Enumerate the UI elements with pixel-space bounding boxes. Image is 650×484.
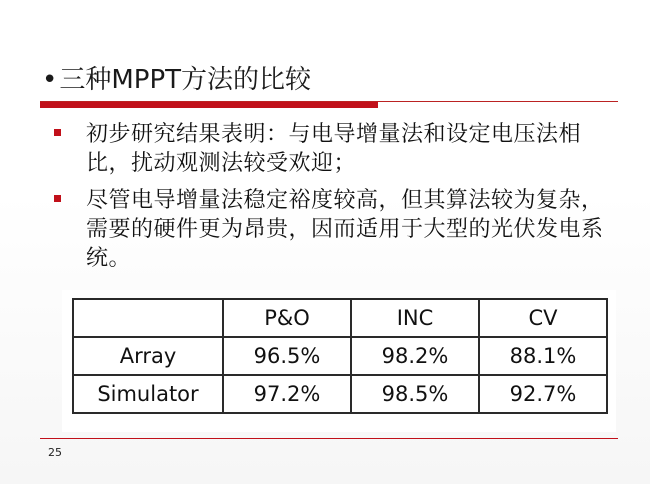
- table-header-cell: [73, 299, 223, 337]
- table-row: [73, 375, 607, 413]
- table-cell: 98.5%: [351, 375, 479, 413]
- table-header-cell: P&O: [223, 299, 351, 337]
- table-cell: 98.2%: [351, 337, 479, 375]
- table-cell: 97.2%: [223, 375, 351, 413]
- bullet-text: 初步研究结果表明：与电导增量法和设定电压法相比，扰动观测法较受欢迎；: [86, 122, 582, 176]
- table-row-label: Simulator: [73, 375, 223, 413]
- comparison-table-image: [62, 290, 616, 432]
- table-cell: 88.1%: [479, 337, 607, 375]
- square-bullet-icon: [54, 129, 61, 136]
- page-number: 25: [48, 446, 62, 459]
- table-cell: 96.5%: [223, 337, 351, 375]
- table-header-cell: CV: [479, 299, 607, 337]
- table-row-label: Array: [73, 337, 223, 375]
- title-text: 三种MPPT方法的比较: [59, 65, 312, 95]
- footer-divider: [40, 438, 618, 439]
- slide-title: [42, 60, 632, 100]
- bullet-list: [50, 120, 620, 281]
- table-header-row: [73, 299, 607, 337]
- bullet-item: [50, 186, 620, 273]
- title-divider-thick: [40, 102, 378, 108]
- title-bullet: •: [42, 65, 58, 95]
- comparison-table: [72, 298, 608, 414]
- table-header-cell: INC: [351, 299, 479, 337]
- bullet-text: 尽管电导增量法稳定裕度较高，但其算法较为复杂，需要的硬件更为昂贵，因而适用于大型的光伏发电系统。: [86, 188, 604, 271]
- table-row: [73, 337, 607, 375]
- square-bullet-icon: [54, 195, 61, 202]
- table-cell: 92.7%: [479, 375, 607, 413]
- bullet-item: [50, 120, 620, 178]
